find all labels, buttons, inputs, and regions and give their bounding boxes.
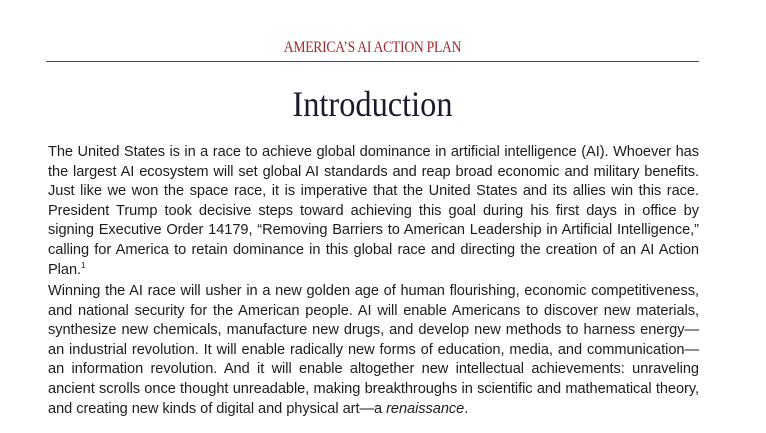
paragraph-2-text: Winning the AI race will usher in a new golden age of human flourishing, economic competitiveness, and national security for the American people. AI will enable Americans to discover new materials, synthesize new chemicals, manufacture new drugs, and develop new methods to harness energy—an industrial revolution. It will enable radically new forms of education, media, and communication—an information revolution. And it will enable altogether new intellectual achievements: unraveling ancient scrolls once thought unreadable, making breakthroughs in scientific and mathematical theory, and creating new kinds of digital and physical art—a (48, 283, 699, 417)
footnote-reference[interactable]: 1 (81, 260, 86, 270)
paragraph-2-end: . (464, 400, 469, 417)
header-divider (46, 61, 699, 62)
paragraph-1 (48, 143, 699, 280)
section-title: Introduction (292, 84, 453, 124)
paragraph-1-text: The United States is in a race to achieve global dominance in artificial intelligence (AI). Whoever has the largest AI ecosystem will set global AI standards and reap broad economic and military benefits. Just like we won the space race, it is imperative that the United States and its allies win this race. President Trump took decisive steps toward achieving this goal during his first days in office by signing Executive Order 14179, “Removing Barriers to American Leadership in Artificial Intelligence,” calling for America to retain dominance in this global race and directing the creation of an AI Action Plan. (48, 144, 699, 278)
paragraph-2 (48, 282, 699, 419)
running-header: AMERICA’S AI ACTION PLAN (283, 39, 462, 56)
emphasis-text: renaissance (386, 400, 465, 417)
